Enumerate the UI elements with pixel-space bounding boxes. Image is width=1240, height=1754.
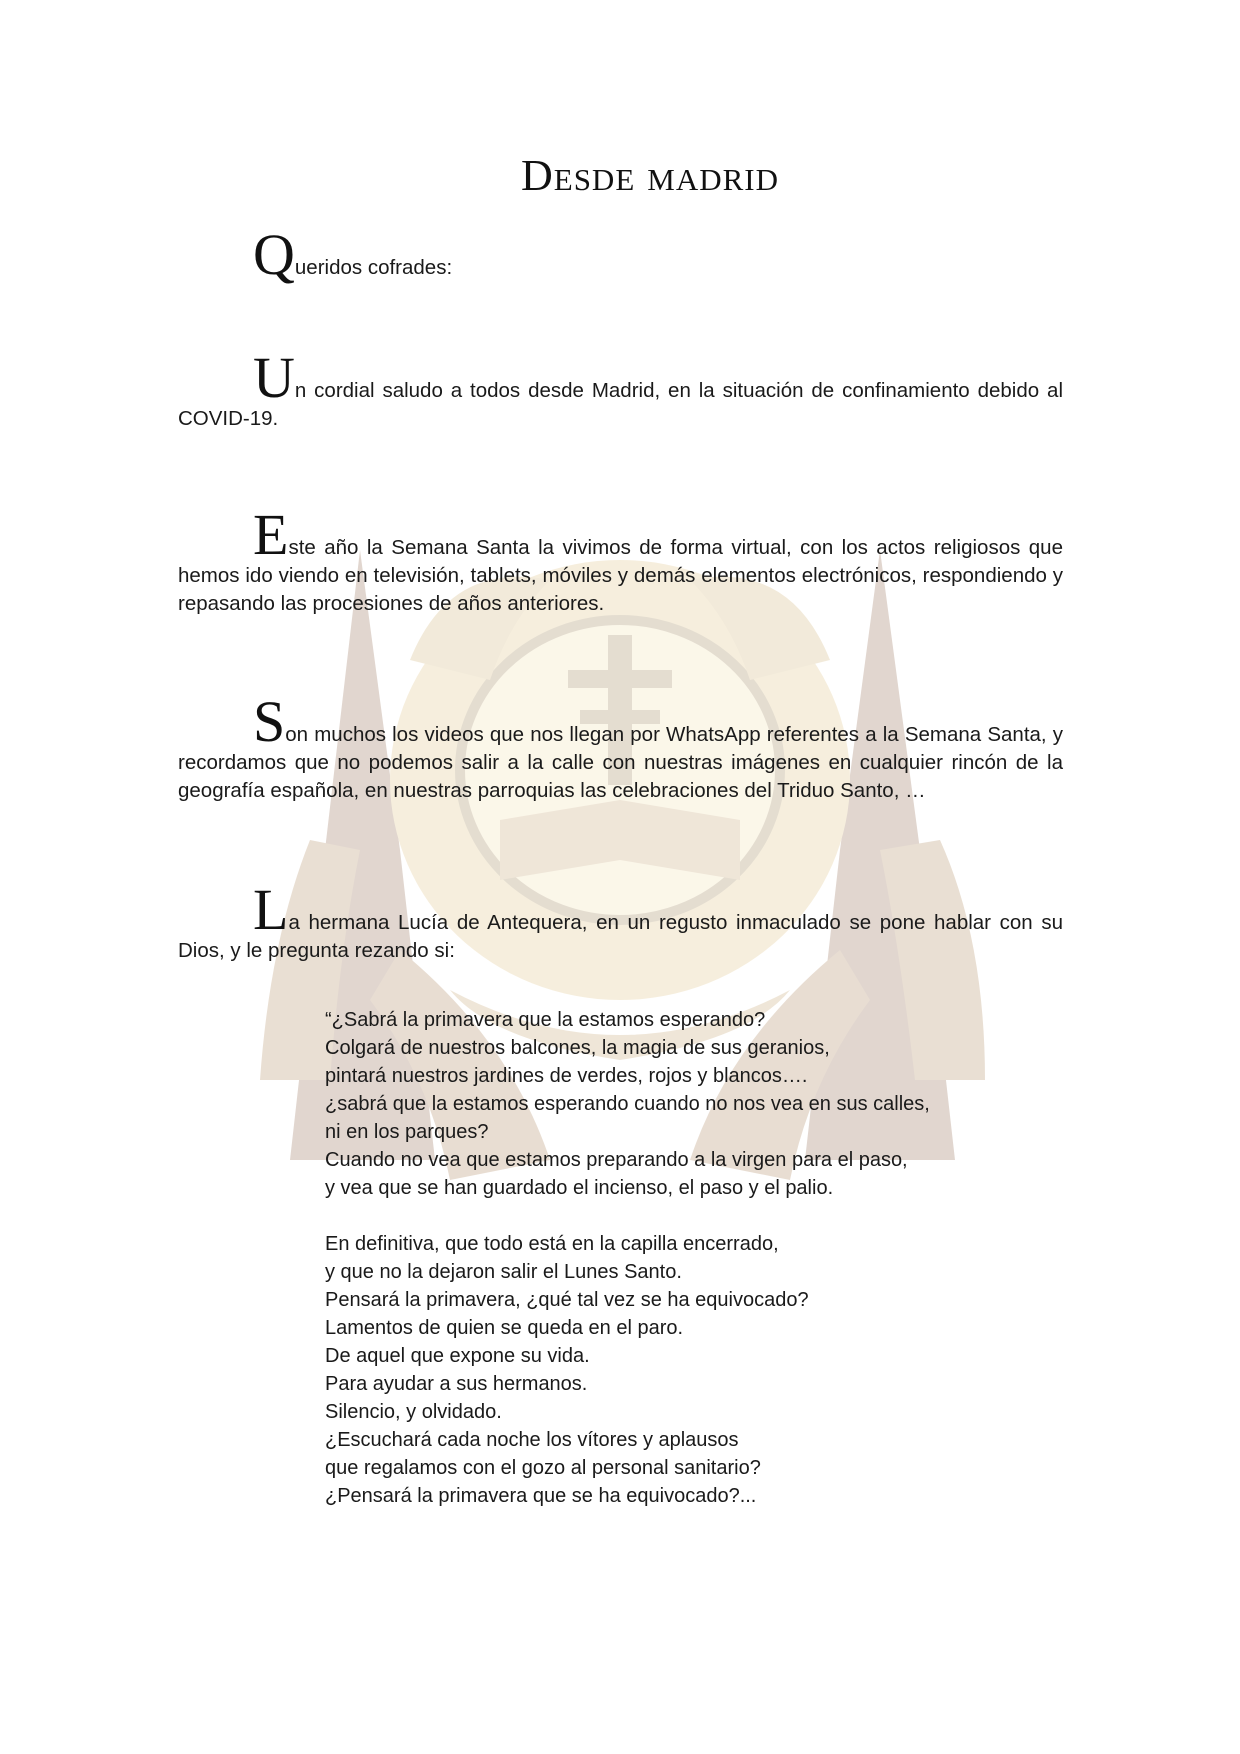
paragraph-lucia xyxy=(178,877,1063,965)
poem-line: y vea que se han guardado el incienso, el paso y el palio. xyxy=(325,1177,834,1199)
paragraph-greeting xyxy=(178,345,1063,433)
drop-cap: Q xyxy=(253,222,295,287)
poem-line: Colgará de nuestros balcones, la magia de sus geranios, xyxy=(325,1037,830,1059)
drop-cap: E xyxy=(253,502,289,567)
drop-cap: L xyxy=(253,877,289,942)
page-title: Desde madrid xyxy=(520,151,779,200)
poem-line: De aquel que expone su vida. xyxy=(325,1345,590,1367)
salutation-text: ueridos cofrades: xyxy=(294,256,453,279)
poem-line: Cuando no vea que estamos preparando a la virgen para el paso, xyxy=(325,1149,908,1171)
poem-stanza-2 xyxy=(325,1230,1045,1510)
poem-line: ¿Escuchará cada noche los vítores y aplausos xyxy=(325,1429,739,1451)
poem-line: “¿Sabrá la primavera que la estamos esperando? xyxy=(325,1009,766,1031)
poem-stanza-1 xyxy=(325,1006,1045,1202)
paragraph-videos xyxy=(178,689,1063,805)
poem-line: En definitiva, que todo está en la capilla encerrado, xyxy=(325,1233,779,1255)
poem-line: y que no la dejaron salir el Lunes Santo. xyxy=(325,1261,682,1283)
poem-line: Para ayudar a sus hermanos. xyxy=(325,1373,588,1395)
drop-cap: U xyxy=(253,345,295,410)
poem-line: pintará nuestros jardines de verdes, rojos y blancos…. xyxy=(325,1065,808,1087)
salutation xyxy=(178,222,1063,287)
drop-cap: S xyxy=(253,689,286,754)
poem-line: ¿sabrá que la estamos esperando cuando no nos vea en sus calles, xyxy=(325,1093,930,1115)
paragraph-text: on muchos los videos que nos llegan por WhatsApp referentes a la Semana Santa, y recordamos que no podemos salir a la calle con nuestras imágenes en cualquier rincón de la geografía española, en nuestras parroquias las celebraciones del Triduo Santo, … xyxy=(178,723,1063,802)
poem-line: ni en los parques? xyxy=(325,1121,489,1143)
poem-line: Pensará la primavera, ¿qué tal vez se ha equivocado? xyxy=(325,1289,809,1311)
paragraph-semana-santa xyxy=(178,502,1063,618)
paragraph-text: n cordial saludo a todos desde Madrid, en la situación de confinamiento debido al COVID-19. xyxy=(178,379,1063,430)
paragraph-text: ste año la Semana Santa la vivimos de forma virtual, con los actos religiosos que hemos ido viendo en televisión, tablets, móviles y demás elementos electrónicos, respondiendo y repasando las procesiones de años anteriores. xyxy=(178,536,1063,615)
poem-line: que regalamos con el gozo al personal sanitario? xyxy=(325,1457,761,1479)
poem-line: Lamentos de quien se queda en el paro. xyxy=(325,1317,684,1339)
paragraph-text: a hermana Lucía de Antequera, en un regusto inmaculado se pone hablar con su Dios, y le pregunta rezando si: xyxy=(178,911,1063,962)
poem-line: Silencio, y olvidado. xyxy=(325,1401,502,1423)
poem-line: ¿Pensará la primavera que se ha equivocado?... xyxy=(325,1485,757,1507)
